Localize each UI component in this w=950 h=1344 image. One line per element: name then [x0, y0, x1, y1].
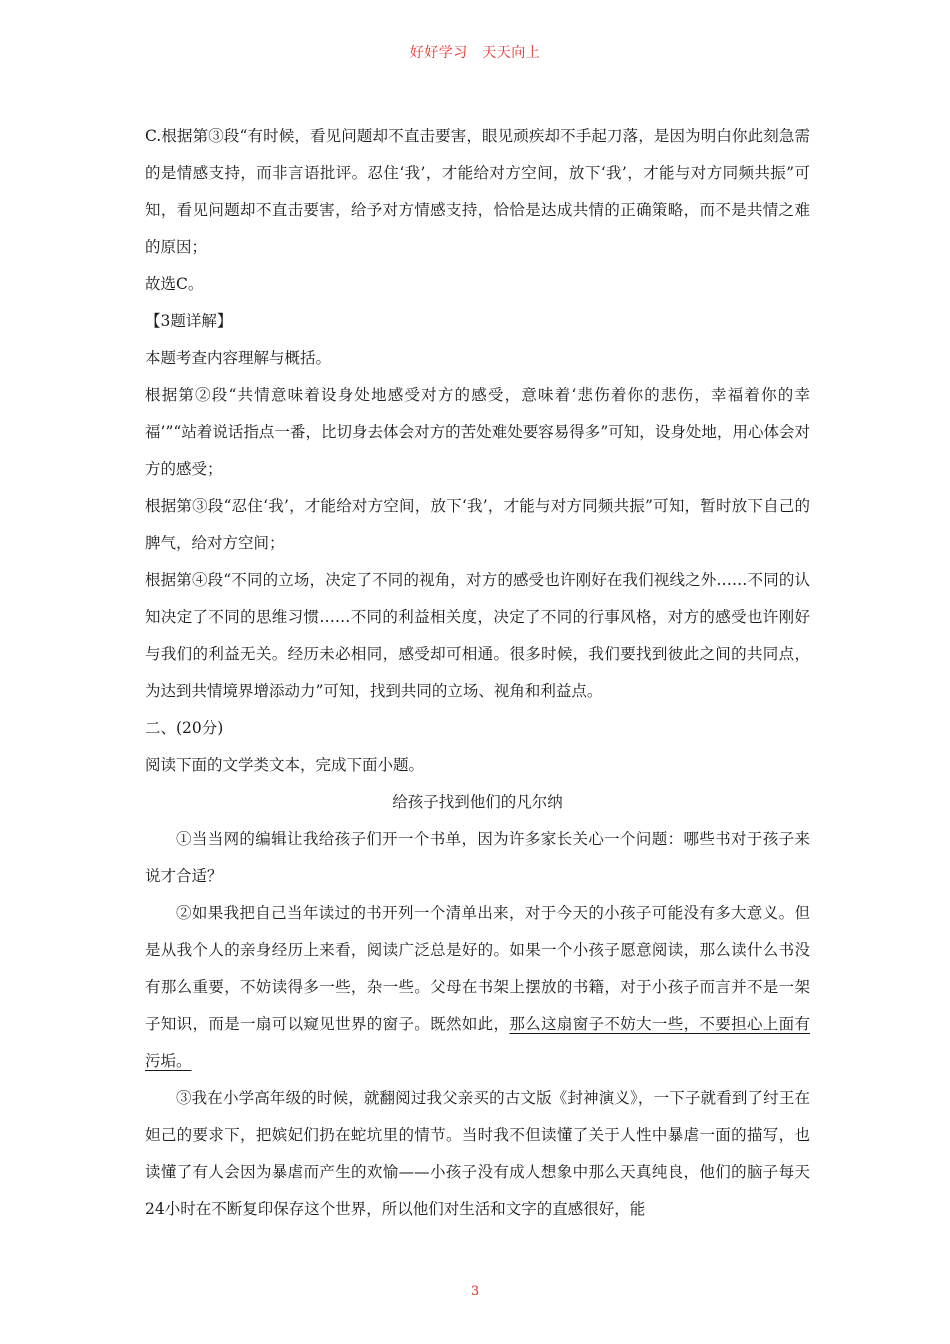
- article-paragraph-3: ③我在小学高年级的时候，就翻阅过我父亲买的古文版《封神演义》，一下子就看到了纣王在妲己的要求下，把嫔妃们扔在蛇坑里的情节。当时我不但读懂了关于人性中暴虐一面的描写，也读懂了有人会因为暴虐而产生的欢愉——小孩子没有成人想象中那么天真纯良，他们的脑子每天24小时在不断复印保存这个世界，所以他们对生活和文字的直感很好，能: [145, 1089, 810, 1218]
- page-header: [0, 42, 950, 62]
- underlined-sentence: 那么这扇窗子不妨大一些，不要担心上面有污垢。: [145, 1015, 810, 1070]
- q3-heading: 【3题详解】: [145, 312, 233, 330]
- answer-c-explanation: C.根据第③段“有时候，看见问题却不直击要害，眼见顽疾却不手起刀落，是因为明白你此刻急需的是情感支持，而非言语批评。忍住‘我’，才能给对方空间，放下‘我’，才能与对方同频共振”可知，看见问题却不直击要害，给予对方情感支持，恰恰是达成共情的正确策略，而不是共情之难的原因；: [145, 127, 810, 256]
- article-paragraph-2: [145, 895, 810, 1080]
- q3-intro: 本题考查内容理解与概括。: [145, 349, 332, 367]
- answer-choice: 故选C。: [145, 275, 204, 293]
- article-title: 给孩子找到他们的凡尔纳: [392, 793, 563, 811]
- q3-point-2: 根据第③段“忍住‘我’，才能给对方空间，放下‘我’，才能与对方同频共振”可知，暂时放下自己的脾气，给对方空间；: [145, 497, 810, 552]
- q3-point-1: 根据第②段“共情意味着设身处地感受对方的感受，意味着‘悲伤着你的悲伤，幸福着你的幸福’”“站着说话指点一番，比切身去体会对方的苦处难处要容易得多”可知，设身处地，用心体会对方的感受；: [145, 386, 810, 478]
- section-2-heading: 二、(20分): [145, 719, 224, 737]
- q3-point-3: 根据第④段“不同的立场，决定了不同的视角，对方的感受也许刚好在我们视线之外……不同的认知决定了不同的思维习惯……不同的利益相关度，决定了不同的行事风格，对方的感受也许刚好与我们的利益无关。经历未必相同，感受却可相通。很多时候，我们要找到彼此之间的共同点，为达到共情境界增添动力”可知，找到共同的立场、视角和利益点。: [145, 571, 810, 700]
- document-body: [145, 118, 810, 1228]
- article-paragraph-2-text: ②如果我把自己当年读过的书开列一个清单出来，对于今天的小孩子可能没有多大意义。但是从我个人的亲身经历上来看，阅读广泛总是好的。如果一个小孩子愿意阅读，那么读什么书没有那么重要，不妨读得多一些，杂一些。父母在书架上摆放的书籍，对于小孩子而言并不是一架子知识，而是一扇可以窥见世界的窗子。既然如此，: [145, 904, 810, 1033]
- header-slogan: 好好学习 天天向上: [409, 45, 541, 61]
- page-number: 3: [470, 1284, 480, 1299]
- section-2-instruction: 阅读下面的文学类文本，完成下面小题。: [145, 756, 425, 774]
- article-paragraph-1: ①当当网的编辑让我给孩子们开一个书单，因为许多家长关心一个问题：哪些书对于孩子来说才合适？: [145, 830, 810, 885]
